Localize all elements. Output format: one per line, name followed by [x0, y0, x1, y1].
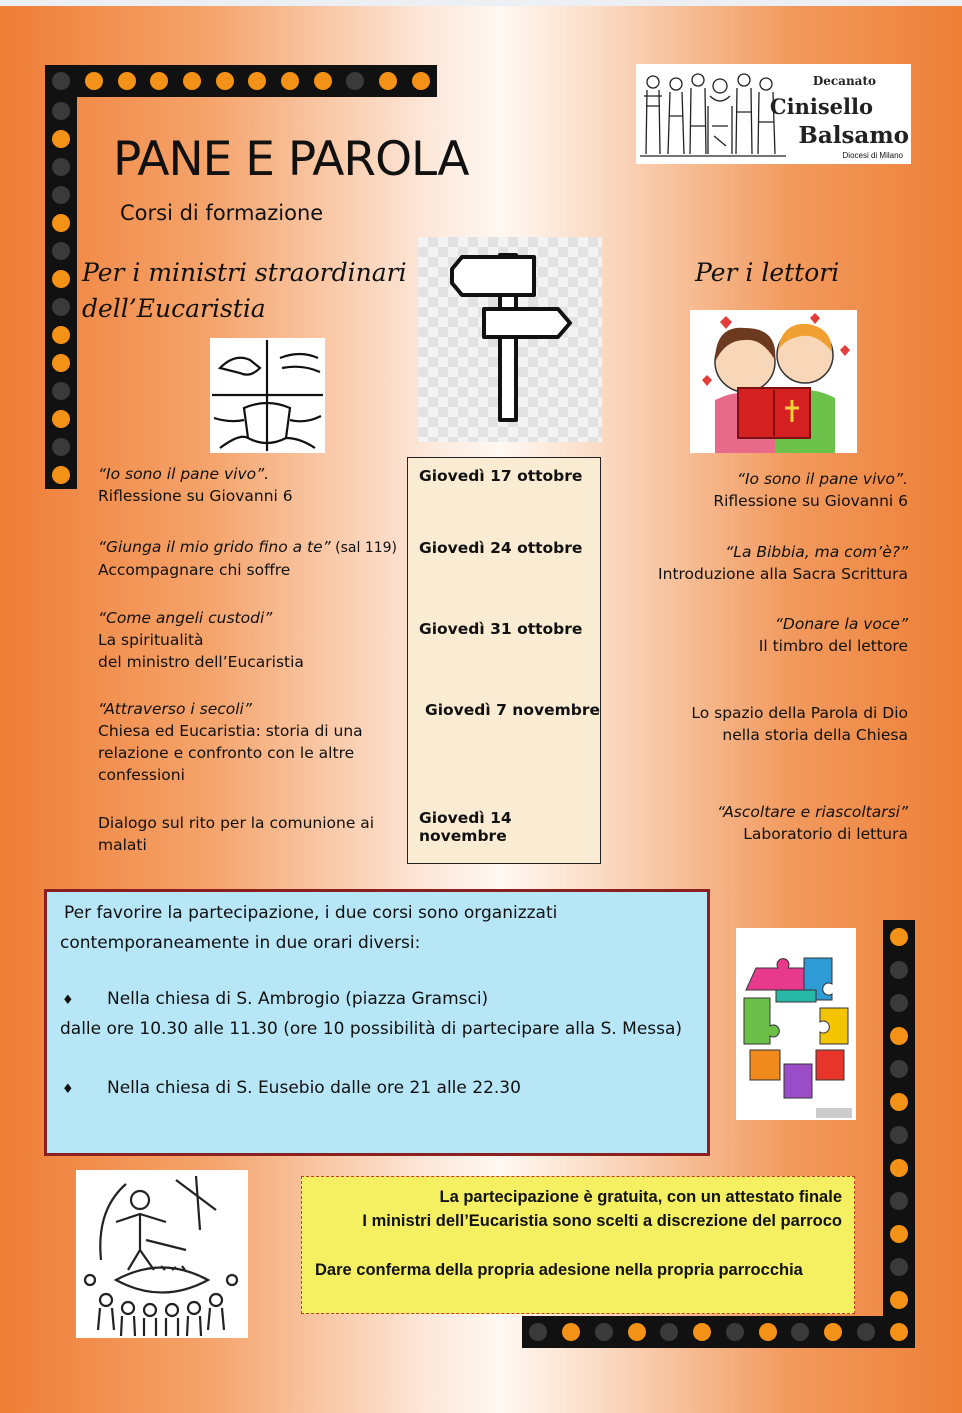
left-heading-line1: Per i ministri straordinari — [82, 258, 407, 287]
left-item-5 — [98, 812, 408, 856]
notice-line2: I ministri dell’Eucaristia sono scelti a discrezione del parroco — [362, 1212, 842, 1230]
info-box — [44, 889, 710, 1156]
left-item-3 — [98, 607, 408, 673]
left-item-4-line1: Chiesa ed Eucaristia: storia di una — [98, 722, 363, 740]
frame-strip-bottom — [522, 1316, 915, 1348]
left-heading — [82, 255, 407, 327]
left-item-4-line2: relazione e confronto con le altre — [98, 744, 355, 762]
date-2: Giovedì 24 ottobre — [419, 539, 583, 557]
readers-image — [690, 310, 857, 453]
notice-line3: Dare conferma della propria adesione nella propria parrocchia — [315, 1261, 803, 1279]
top-bar — [0, 0, 962, 6]
left-heading-line2: dell’Eucaristia — [82, 294, 266, 323]
right-item-3-quote: “Donare la voce” — [774, 615, 908, 633]
right-item-1 — [600, 468, 908, 512]
frame-strip-right — [883, 920, 915, 1316]
bullet-icon: ♦ — [62, 993, 74, 1008]
logo-line-diocesi: Diocesi di Milano — [842, 151, 903, 160]
right-item-2 — [600, 541, 908, 585]
left-item-4 — [98, 698, 408, 786]
left-item-2-quote: “Giunga il mio grido fino a te” — [98, 538, 331, 556]
date-4: Giovedì 7 novembre — [425, 701, 600, 719]
date-3: Giovedì 31 ottobre — [419, 620, 583, 638]
info-option1-line1: Nella chiesa di S. Ambrogio (piazza Gramsci) — [107, 989, 489, 1009]
right-item-1-quote: “Io sono il pane vivo”. — [736, 470, 908, 488]
notice-box — [301, 1176, 855, 1314]
left-item-5-line2: malati — [98, 836, 147, 854]
right-item-5-line1: Laboratorio di lettura — [743, 825, 908, 843]
community-image — [76, 1170, 248, 1338]
signpost-image — [418, 237, 602, 442]
left-item-1-line1: Riflessione su Giovanni 6 — [98, 487, 293, 505]
eucharist-image — [210, 338, 325, 453]
logo-line-cinisello: Cinisello — [769, 94, 873, 119]
page-title: PANE E PAROLA — [113, 132, 469, 187]
bullet-icon: ♦ — [62, 1082, 74, 1097]
community-icon — [76, 1170, 248, 1338]
date-5: Giovedì 14 novembre — [419, 809, 512, 845]
logo-line-decanato: Decanato — [812, 74, 876, 88]
right-item-5 — [600, 801, 908, 845]
left-item-4-line3: confessioni — [98, 766, 185, 784]
right-item-4-line2: nella storia della Chiesa — [722, 726, 908, 744]
left-item-4-quote: “Attraverso i secoli” — [98, 700, 252, 718]
saints-frieze-icon — [638, 66, 788, 162]
logo-line-balsamo: Balsamo — [798, 122, 909, 149]
readers-couple-icon — [690, 310, 857, 453]
left-item-5-line1: Dialogo sul rito per la comunione ai — [98, 814, 375, 832]
info-intro-line1: Per favorire la partecipazione, i due corsi sono organizzati — [64, 903, 558, 923]
right-item-2-line1: Introduzione alla Sacra Scrittura — [658, 565, 908, 583]
left-item-1-quote: “Io sono il pane vivo”. — [98, 465, 270, 483]
info-intro-line2: contemporaneamente in due orari diversi: — [60, 933, 421, 953]
right-item-4-line1: Lo spazio della Parola di Dio — [691, 704, 908, 722]
decanato-logo — [636, 64, 911, 164]
signpost-icon — [418, 237, 602, 442]
right-item-2-quote: “La Bibbia, ma com’è?” — [725, 543, 908, 561]
right-item-3 — [600, 613, 908, 657]
frame-strip-left — [45, 97, 77, 489]
right-item-5-quote: “Ascoltare e riascoltarsi” — [717, 803, 908, 821]
date-1: Giovedì 17 ottobre — [419, 467, 583, 485]
left-item-2-line1: Accompagnare chi soffre — [98, 561, 291, 579]
left-item-1 — [98, 463, 408, 507]
right-item-1-line1: Riflessione su Giovanni 6 — [713, 492, 908, 510]
right-heading: Per i lettori — [695, 258, 840, 287]
left-item-2-suffix: (sal 119) — [330, 540, 398, 556]
page-subtitle: Corsi di formazione — [120, 201, 324, 225]
right-item-3-line1: Il timbro del lettore — [758, 637, 908, 655]
left-item-3-line2: del ministro dell’Eucaristia — [98, 653, 304, 671]
info-option1-line2: dalle ore 10.30 alle 11.30 (ore 10 possibilità di partecipare alla S. Messa) — [60, 1019, 683, 1039]
left-item-2 — [98, 536, 408, 581]
info-option2: Nella chiesa di S. Eusebio dalle ore 21 alle 22.30 — [107, 1078, 521, 1098]
eucharist-hands-icon — [210, 338, 325, 453]
puzzle-icon — [736, 928, 856, 1120]
left-item-3-quote: “Come angeli custodi” — [98, 609, 273, 627]
notice-line1: La partecipazione è gratuita, con un attestato finale — [439, 1188, 842, 1206]
puzzle-image — [736, 928, 856, 1120]
frame-strip-top — [45, 65, 437, 97]
right-item-4 — [600, 702, 908, 746]
dates-box — [407, 457, 601, 864]
left-item-3-line1: La spiritualità — [98, 631, 204, 649]
